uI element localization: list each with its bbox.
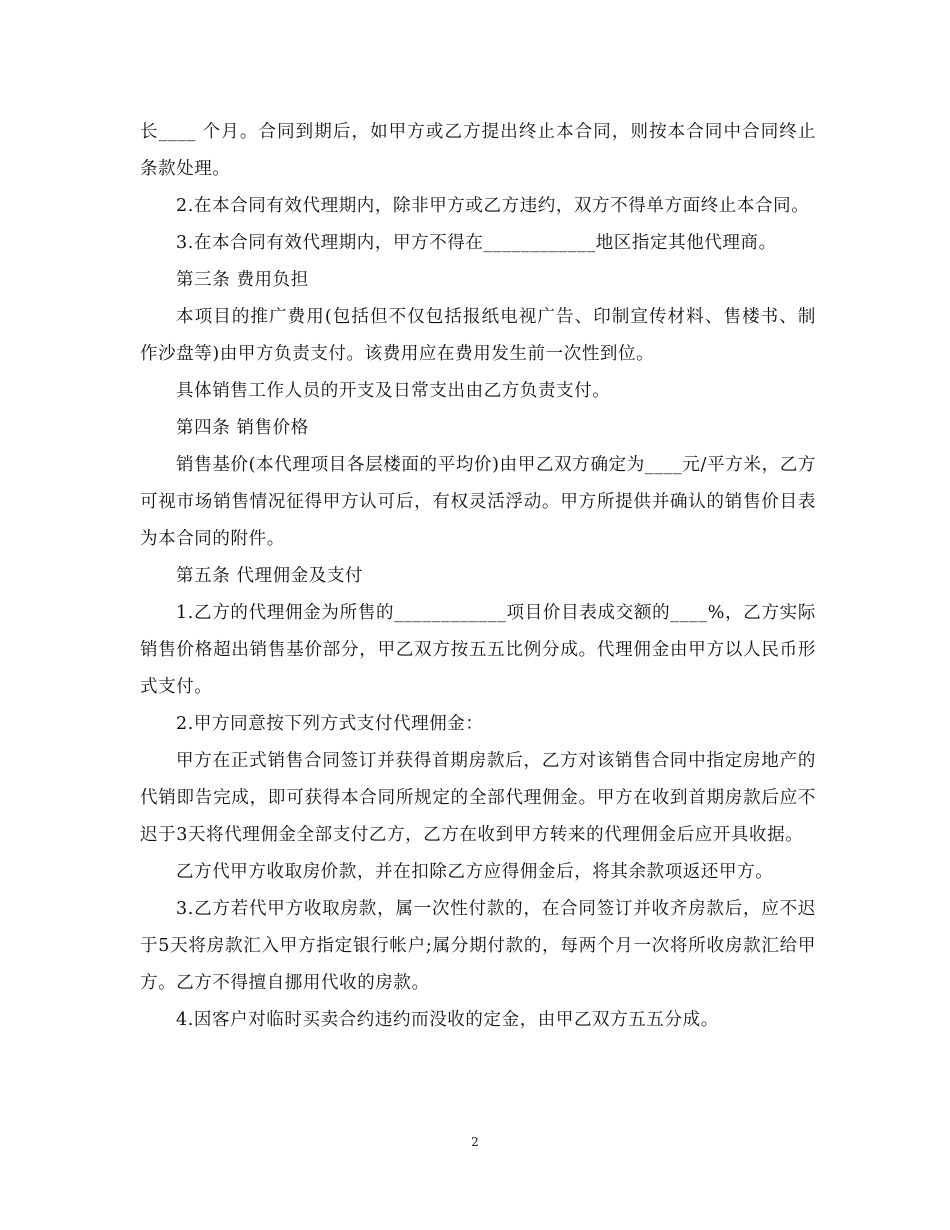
- section-heading-article-4: 第四条 销售价格: [176, 418, 309, 438]
- paragraph-clause-3-exclusive-region: 3.在本合同有效代理期内，甲方不得在____________地区指定其他代理商。: [176, 233, 777, 253]
- paragraph-payment-method-intro: 2.甲方同意按下列方式支付代理佣金：: [176, 714, 484, 734]
- document-body: [140, 114, 816, 1039]
- section-heading-article-3: 第三条 费用负担: [176, 270, 309, 290]
- section-heading-article-5: 第五条 代理佣金及支付: [176, 566, 364, 586]
- paragraph-commission-rate: 1.乙方的代理佣金为所售的____________项目价目表成交额的____%，乙方实际销售价格超出销售基价部分，甲乙双方按五五比例分成。代理佣金由甲方以人民币形式支付。: [140, 603, 816, 697]
- paragraph-promotion-costs: 本项目的推广费用(包括但不仅包括报纸电视广告、印制宣传材料、售楼书、制作沙盘等)由甲方负责支付。该费用应在费用发生前一次性到位。: [140, 307, 816, 364]
- paragraph-staff-expenses: 具体销售工作人员的开支及日常支出由乙方负责支付。: [176, 381, 611, 401]
- paragraph-remittance: 3.乙方若代甲方收取房款，属一次性付款的，在合同签订并收齐房款后，应不迟于5天将房款汇入甲方指定银行帐户;属分期付款的，每两个月一次将所收房款汇给甲方。乙方不得擅自挪用代收的房款。: [140, 899, 816, 993]
- paragraph-payment-terms: 甲方在正式销售合同签订并获得首期房款后，乙方对该销售合同中指定房地产的代销即告完成，即可获得本合同所规定的全部代理佣金。甲方在收到首期房款后应不迟于3天将代理佣金全部支付乙方，乙方在收到甲方转来的代理佣金后应开具收据。: [140, 751, 816, 845]
- paragraph-clause-2-termination: 2.在本合同有效代理期内，除非甲方或乙方违约，双方不得单方面终止本合同。: [176, 196, 810, 216]
- paragraph-forfeited-deposit: 4.因客户对临时买卖合约违约而没收的定金，由甲乙双方五五分成。: [176, 1010, 719, 1030]
- paragraph-base-price: 销售基价(本代理项目各层楼面的平均价)由甲乙双方确定为____元/平方米，乙方可视市场销售情况征得甲方认可后，有权灵活浮动。甲方所提供并确认的销售价目表为本合同的附件。: [140, 455, 816, 549]
- page-number: 2: [471, 1135, 479, 1149]
- paragraph-term-continuation: 长____ 个月。合同到期后，如甲方或乙方提出终止本合同，则按本合同中合同终止条款处理。: [140, 122, 816, 179]
- paragraph-refund-balance: 乙方代甲方收取房价款，并在扣除乙方应得佣金后，将其余款项返还甲方。: [176, 862, 774, 882]
